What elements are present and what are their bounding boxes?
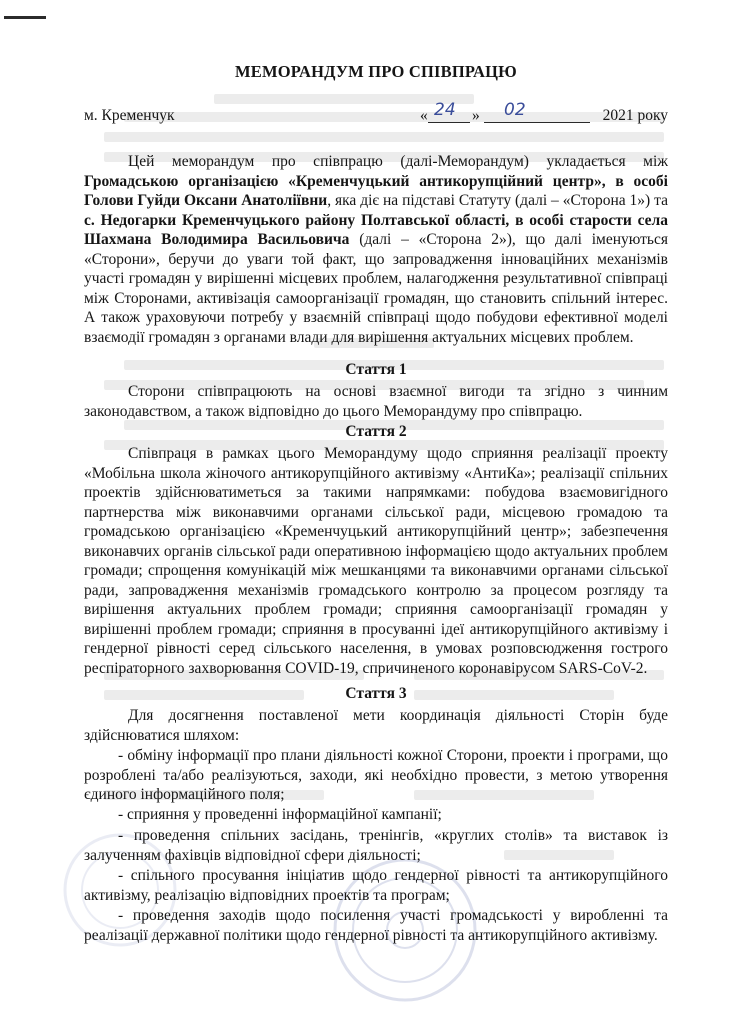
article-3-heading: Стаття 3 [345,685,407,702]
month-underline [484,122,590,123]
date-close-quote: » [472,107,480,124]
intro-paragraph [84,152,668,347]
article-3-item: - обміну інформації про плани діяльності кожної Сторони, проекти і програми, що розроблені та/або реалізуються, заходи, які необхідно провести, з метою утворення єдиного інформаційного поля; [84,747,668,803]
article-2-heading: Стаття 2 [345,423,407,440]
intro-text-3: (далі – «Сторона 2»), що далі іменуються «Сторони», беручи до уваги той факт, що запровадження інноваційних механізмів участі громадян у вирішенні місцевих проблем, налагодження результативної співпраці між Сторонами, активізація самоорганізації громадян, що становить спільний інтерес. А також ураховуючи потребу у взаємній співпраці щодо побудови ефективної моделі взаємодії громадян з органами влади для вирішення актуальних місцевих проблем. [84,231,668,346]
article-1-heading: Стаття 1 [345,361,407,378]
party-1-name: Громадською організацією «Кременчуцький антикорупційний центр», в особі Голови Гуйди Оксани Анатоліївни [84,172,668,209]
article-3-intro: Для досягнення поставленої мети координація діяльності Сторін буде здійснюватися шляхом: [84,707,668,744]
date-open-quote: « [420,107,428,124]
article-1-text: Сторони співпрацюють на основі взаємної вигоди та згідно з чинним законодавством, а також відповідно до цього Меморандуму про співпрацю. [84,383,668,420]
article-2-text: Співпраця в рамках цього Меморандуму щодо сприяння реалізації проекту «Мобільна школа жіночого антикорупційного активізму «АнтиКа»; реалізації спільних проектів здійснюватиметься за такими напрямками: побудова взаємовигідного партнерства між виконавчими органами сільської ради, місцевою громадою та громадською організацією «Кременчуцький антикорупційний центр»; забезпечення виконавчих органів сільської ради оперативною інформацією щодо актуальних проблем громади; спрощення комунікацій між мешканцями та виконавчими органами сільської ради, запровадження механізмів громадського контролю за процесом розгляду та вирішення актуальних проблем громади; сприяння самоорганізації громадян у вирішенні проблем громади; сприяння в просуванні ідеї антикорупційного активізму і гендерної рівності серед сільського населення, в умовах розповсюдження гострого респіраторного захворювання COVID-19, спричиненого коронавірусом SARS-CoV-2. [84,445,668,677]
scan-mark [4,16,46,19]
article-3-item: - спільного просування ініціатив щодо гендерної рівності та антикорупційного активізму, реалізацію відповідних проектів та програм; [84,867,668,904]
article-3-item: - проведення заходів щодо посилення участі громадськості у виробленні та реалізації державної політики щодо гендерної рівності та антикорупційного активізму. [84,907,668,944]
place-date-line [84,100,668,127]
day-underline [428,122,470,123]
date-year: 2021 року [602,107,668,124]
article-3-item: - сприяння у проведенні інформаційної кампанії; [118,806,442,823]
article-3-item: - проведення спільних засідань, тренінгів, «круглих столів» та виставок із залученням фахівців відповідної сфери діяльності; [84,827,668,864]
date [420,100,668,127]
intro-text-2: , яка діє на підставі Статуту (далі – «Сторона 1») та [327,192,668,209]
document-title: МЕМОРАНДУМ ПРО СПІВПРАЦЮ [235,62,517,81]
intro-text-1: Цей меморандум про співпрацю (далі-Меморандум) укладається між [128,153,668,170]
date-month: 02 [504,100,526,120]
party-2-name: с. Недогарки Кременчуцького району Полтавської області, в особі старости села Шахмана Володимира Васильовича [84,211,668,248]
city: м. Кременчук [84,107,175,124]
date-day: 24 [434,100,456,120]
